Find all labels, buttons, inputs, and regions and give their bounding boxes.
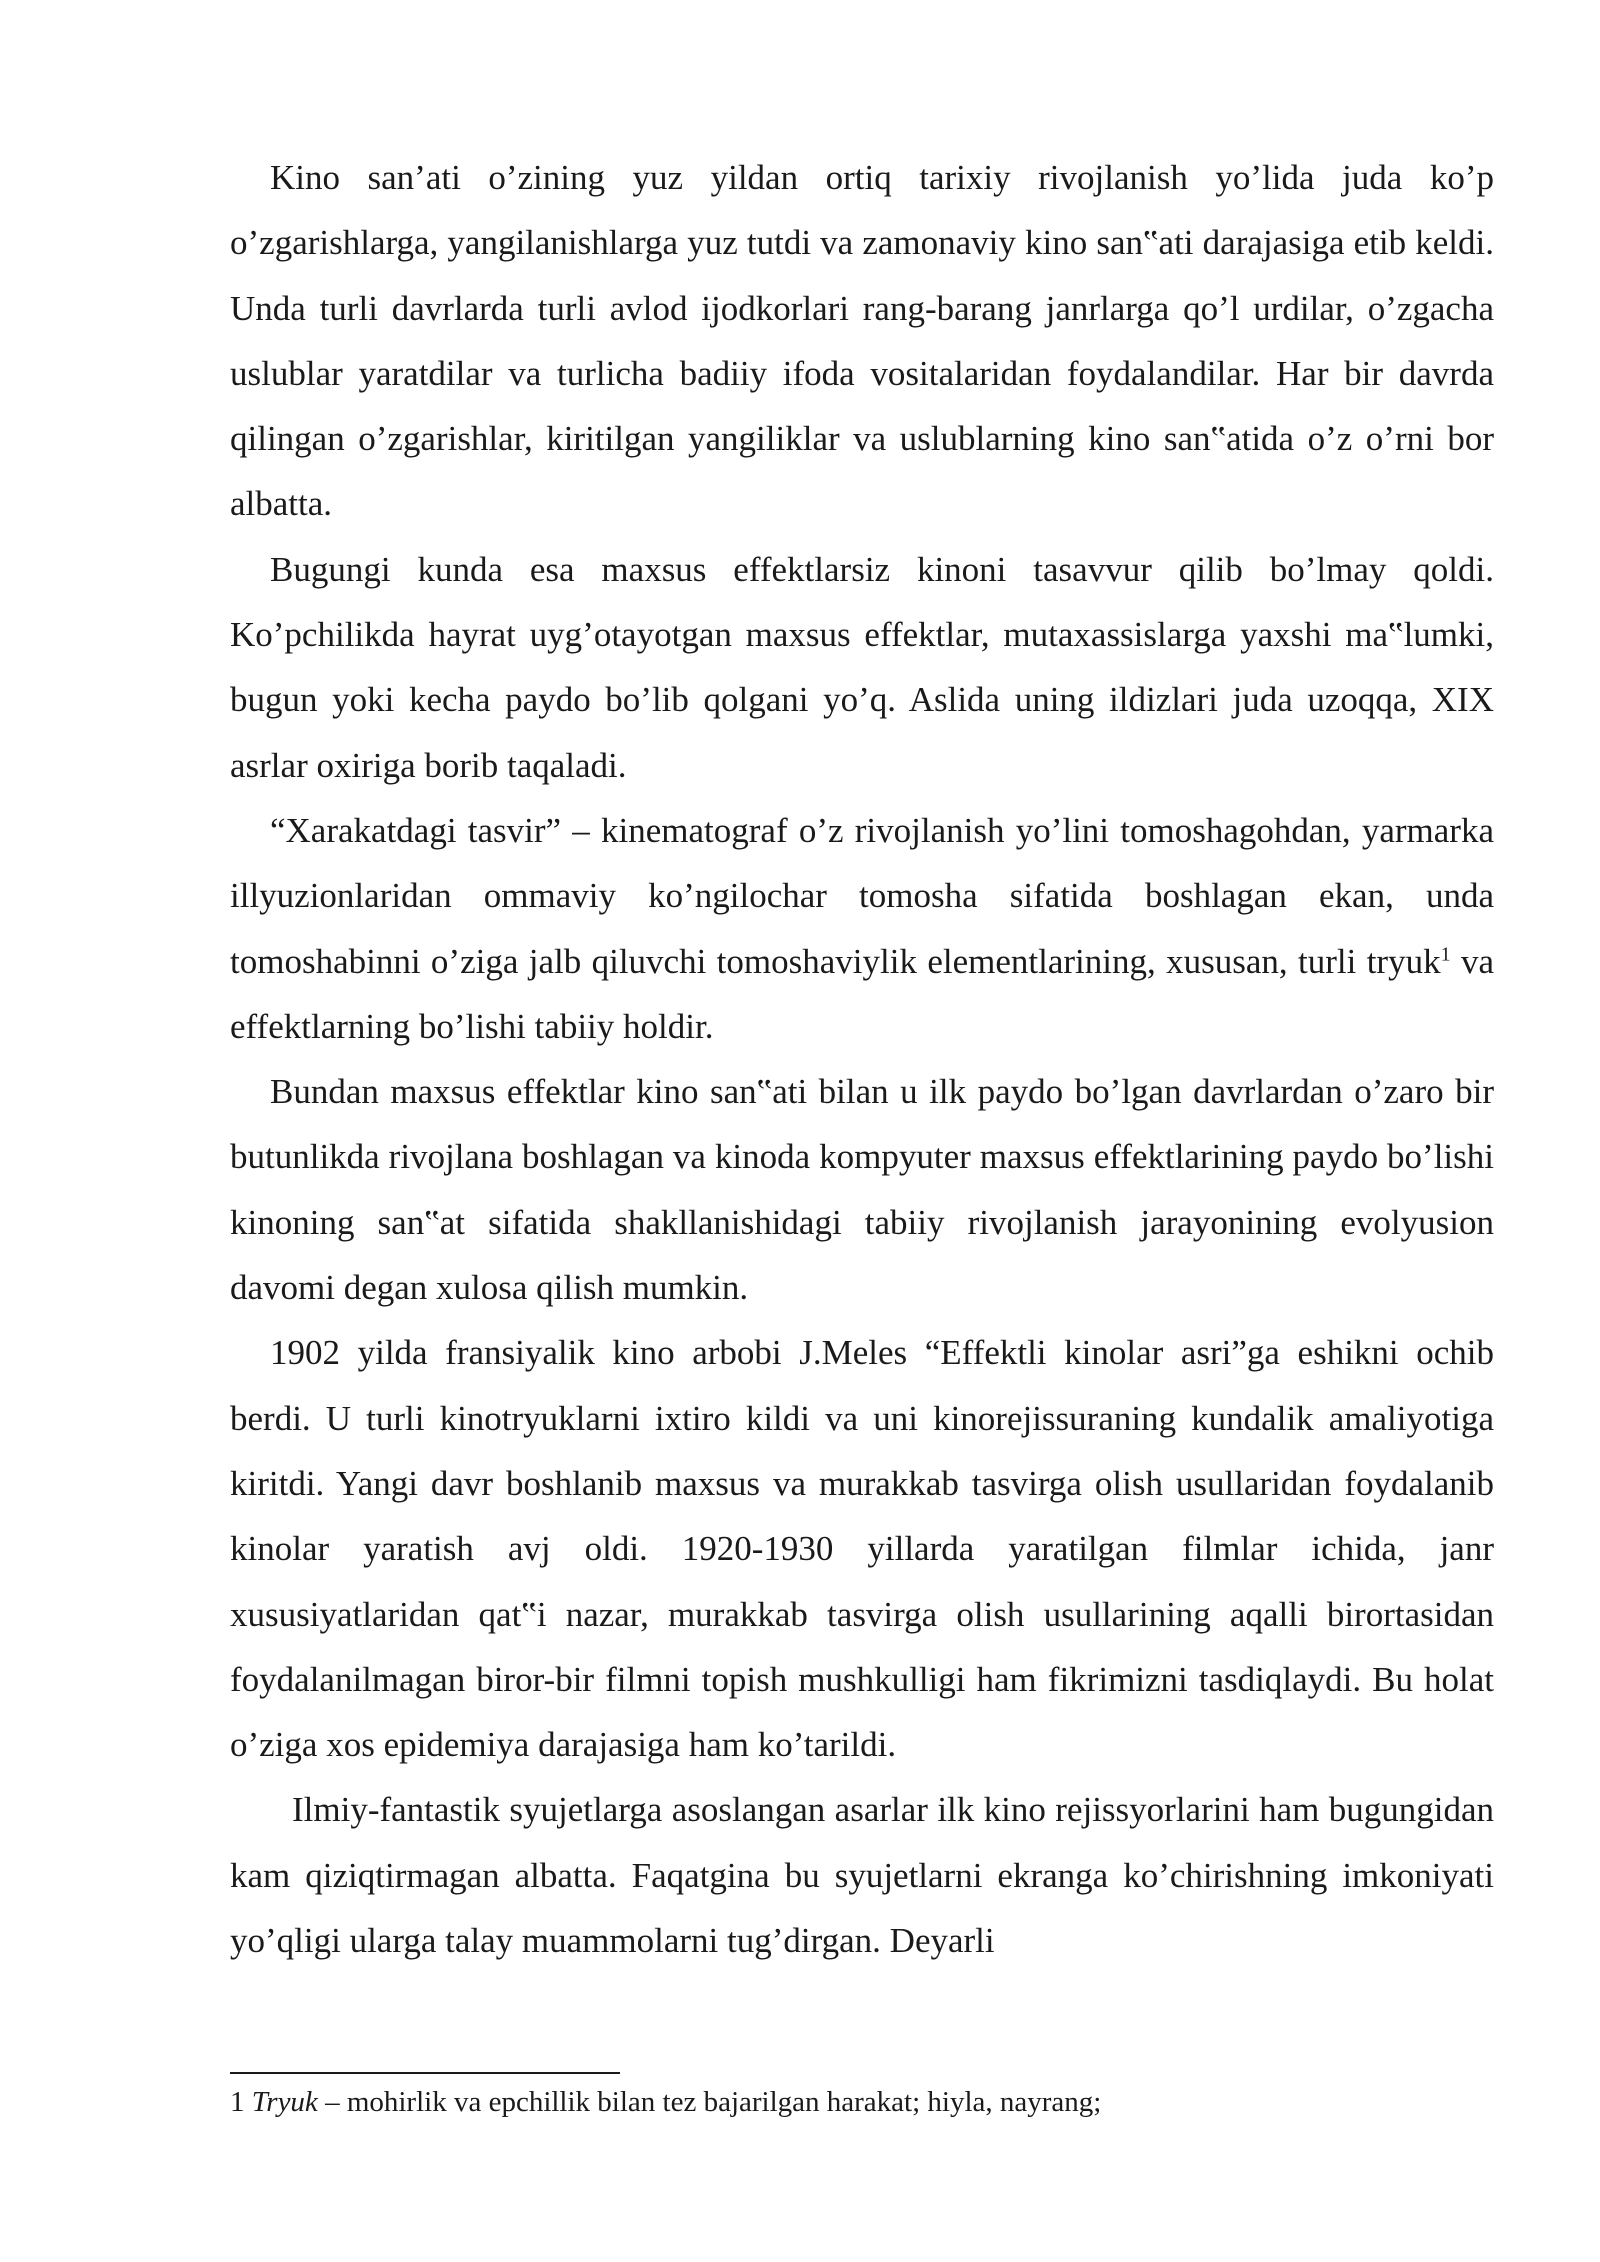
paragraph-3-text: “Xarakatdagi tasvir” – kinematograf o’z rivojlanish yo’lini tomoshagohdan, yarmarka illyuzionlaridan ommaviy ko’ngilochar tomosha sifatida boshlagan ekan, unda tomoshabinni o’ziga jalb qiluvchi tomoshaviylik elementlarining, xususan, turli tryuk (230, 810, 1494, 981)
footnote-term: Tryuk (251, 2086, 318, 2118)
footnote-number: 1 (230, 2086, 245, 2118)
paragraph-1: Kino san’ati o’zining yuz yildan ortiq tarixiy rivojlanish yo’lida juda ko’p o’zgarishlarga, yangilanishlarga yuz tutdi va zamonaviy kino san‟ati darajasiga etib keldi. Unda turli davrlarda turli avlod ijodkorlari rang-barang janrlarga qo’l urdilar, o’zgacha uslublar yaratdilar va turlicha badiiy ifoda vositalaridan foydalandilar. Har bir davrda qilingan o’zgarishlar, kiritilgan yangiliklar va uslublarning kino san‟atida o’z o’rni bor albatta. (230, 158, 1494, 524)
footnote-text: – mohirlik va epchillik bilan tez bajarilgan harakat; hiyla, nayrang; (317, 2086, 1102, 2118)
paragraph-3 (230, 798, 1494, 1059)
footnote (230, 2084, 1494, 2120)
paragraph-4: Bundan maxsus effektlar kino san‟ati bilan u ilk paydo bo’lgan davrlardan o’zaro bir butunlikda rivojlana boshlagan va kinoda kompyuter maxsus effektlarining paydo bo’lishi kinoning san‟at sifatida shakllanishidagi tabiiy rivojlanish jarayonining evolyusion davomi degan xulosa qilish mumkin. (230, 1072, 1494, 1308)
paragraph-3-text-end: va effektlarning bo’lishi tabiiy holdir. (230, 941, 1494, 1046)
document-body (230, 145, 1494, 1973)
paragraph-5: 1902 yilda fransiyalik kino arbobi J.Meles “Effektli kinolar asri”ga eshikni ochib berdi. U turli kinotryuklarni ixtiro kildi va uni kinorejissuraning kundalik amaliyotiga kiritdi. Yangi davr boshlanib maxsus va murakkab tasvirga olish usullaridan foydalanib kinolar yaratish avj oldi. 1920-1930 yillarda yaratilgan filmlar ichida, janr xususiyatlaridan qat‟i nazar, murakkab tasvirga olish usullarining aqalli birortasidan foydalanilmagan biror-bir filmni topish mushkulligi ham fikrimizni tasdiqlaydi. Bu holat o’ziga xos epidemiya darajasiga ham ko’tarildi. (230, 1333, 1494, 1765)
footnote-reference: 1 (1440, 942, 1451, 965)
footnote-separator (230, 2072, 620, 2074)
paragraph-6: Ilmiy-fantastik syujetlarga asoslangan asarlar ilk kino rejissyorlarini ham bugungidan kam qiziqtirmagan albatta. Faqatgina bu syujetlarni ekranga ko’chirishning imkoniyati yo’qligi ularga talay muammolarni tug’dirgan. Deyarli (230, 1790, 1494, 1961)
paragraph-2: Bugungi kunda esa maxsus effektlarsiz kinoni tasavvur qilib bo’lmay qoldi. Ko’pchilikda hayrat uyg’otayotgan maxsus effektlar, mutaxassislarga yaxshi ma‟lumki, bugun yoki kecha paydo bo’lib qolgani yo’q. Aslida uning ildizlari juda uzoqqa, XIX asrlar oxiriga borib taqaladi. (230, 549, 1494, 785)
